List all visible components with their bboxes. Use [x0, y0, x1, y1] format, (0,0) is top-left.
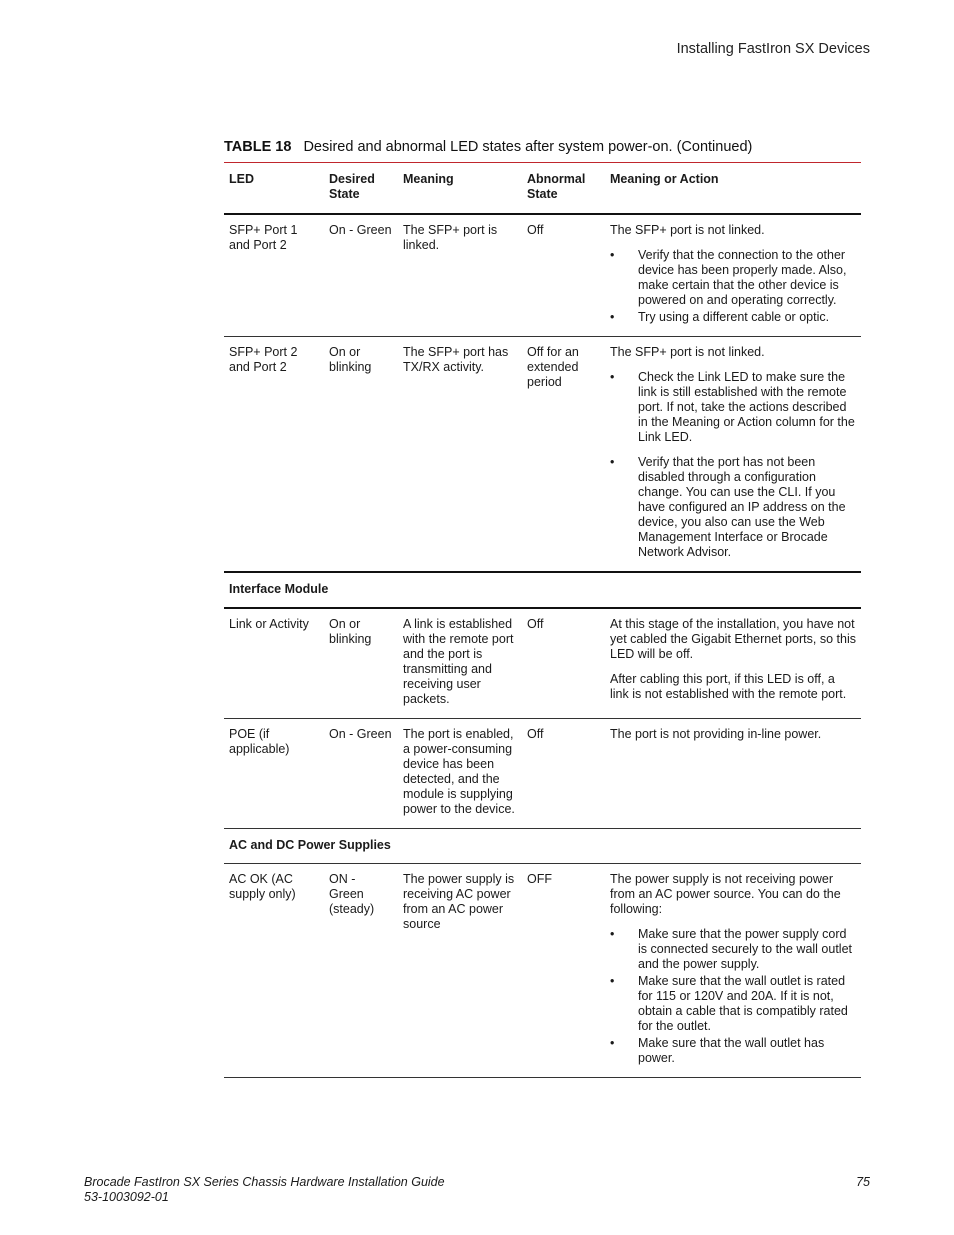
cell-abnormal-state: Off	[522, 719, 605, 829]
cell-meaning-or-action	[605, 337, 861, 573]
bullet-text: Try using a different cable or optic.	[638, 310, 830, 324]
section-row-power-supplies	[224, 829, 861, 864]
bullet-icon: •	[610, 310, 615, 324]
cell-meaning: The SFP+ port has TX/RX activity.	[398, 337, 522, 573]
cell-abnormal-state: Off	[522, 214, 605, 337]
action-lead-text: The power supply is not receiving power from an AC power source. You can do the following:	[610, 872, 841, 916]
bullet-item	[610, 370, 856, 445]
bullet-icon: •	[610, 248, 615, 262]
cell-led: Link or Activity	[224, 608, 324, 719]
column-header-meaning-or-action: Meaning or Action	[605, 163, 861, 214]
action-second-text: After cabling this port, if this LED is off, a link is not established with the remote port.	[610, 672, 847, 701]
bullet-item	[610, 455, 856, 560]
action-lead-text: The SFP+ port is not linked.	[610, 345, 765, 359]
section-heading: Interface Module	[224, 572, 861, 608]
running-header: Installing FastIron SX Devices	[676, 41, 870, 57]
action-lead-text: At this stage of the installation, you have not yet cabled the Gigabit Ethernet ports, so this LED will be off.	[610, 617, 856, 661]
cell-meaning-or-action	[605, 608, 861, 719]
bullet-item	[610, 974, 856, 1034]
bullet-text: Make sure that the wall outlet has power.	[638, 1036, 825, 1065]
cell-meaning: The port is enabled, a power-consuming device has been detected, and the module is supplying power to the device.	[398, 719, 522, 829]
footer-document-info	[84, 1175, 445, 1205]
page-number: 75	[856, 1175, 870, 1189]
action-lead-text: The SFP+ port is not linked.	[610, 223, 765, 237]
table-row	[224, 214, 861, 337]
bullet-icon: •	[610, 370, 615, 384]
bullet-text: Make sure that the power supply cord is connected securely to the wall outlet and the power supply.	[638, 927, 853, 971]
column-header-meaning: Meaning	[398, 163, 522, 214]
table-row	[224, 719, 861, 829]
cell-desired-state: On or blinking	[324, 608, 398, 719]
column-header-led: LED	[224, 163, 324, 214]
cell-led: POE (if applicable)	[224, 719, 324, 829]
table-row	[224, 337, 861, 573]
table-caption	[224, 139, 752, 155]
bullet-text: Check the Link LED to make sure the link is still established with the remote port. If not, take the actions described in the Meaning or Action column for the Link LED.	[638, 370, 855, 444]
cell-meaning-or-action	[605, 214, 861, 337]
cell-abnormal-state: Off	[522, 608, 605, 719]
cell-meaning: The power supply is receiving AC power from an AC power source	[398, 864, 522, 1078]
bullet-icon: •	[610, 927, 615, 941]
cell-desired-state: On - Green	[324, 719, 398, 829]
cell-led: SFP+ Port 1 and Port 2	[224, 214, 324, 337]
bullet-icon: •	[610, 455, 615, 469]
cell-abnormal-state: Off for an extended period	[522, 337, 605, 573]
footer-doc-number: 53-1003092-01	[84, 1190, 169, 1204]
cell-desired-state: ON - Green (steady)	[324, 864, 398, 1078]
cell-desired-state: On or blinking	[324, 337, 398, 573]
section-row-interface-module	[224, 572, 861, 608]
cell-meaning-or-action: The port is not providing in-line power.	[605, 719, 861, 829]
section-heading: AC and DC Power Supplies	[224, 829, 861, 864]
bullet-item	[610, 310, 856, 325]
bullet-text: Verify that the port has not been disabled through a configuration change. You can use the CLI. If you have configured an IP address on the device, you also can use the Web Management Interface or Brocade Network Advisor.	[638, 455, 846, 559]
column-header-abnormal-state: Abnormal State	[522, 163, 605, 214]
bullet-item	[610, 927, 856, 972]
led-states-table	[224, 162, 861, 1078]
footer-doc-title: Brocade FastIron SX Series Chassis Hardware Installation Guide	[84, 1175, 445, 1189]
bullet-text: Make sure that the wall outlet is rated for 115 or 120V and 20A. If it is not, obtain a cable that is compatibly rated for the outlet.	[638, 974, 848, 1033]
table-row	[224, 608, 861, 719]
cell-desired-state: On - Green	[324, 214, 398, 337]
cell-abnormal-state: OFF	[522, 864, 605, 1078]
bullet-icon: •	[610, 1036, 615, 1050]
table-row	[224, 864, 861, 1078]
table-label: TABLE 18	[224, 139, 292, 155]
bullet-text: Verify that the connection to the other device has been properly made. Also, make certain that the other device is powered on and operating correctly.	[638, 248, 847, 307]
bullet-icon: •	[610, 974, 615, 988]
cell-led: SFP+ Port 2 and Port 2	[224, 337, 324, 573]
bullet-item	[610, 248, 856, 308]
cell-meaning: A link is established with the remote port and the port is transmitting and receiving user packets.	[398, 608, 522, 719]
cell-meaning-or-action	[605, 864, 861, 1078]
cell-led: AC OK (AC supply only)	[224, 864, 324, 1078]
column-header-desired-state: Desired State	[324, 163, 398, 214]
cell-meaning: The SFP+ port is linked.	[398, 214, 522, 337]
table-caption-text: Desired and abnormal LED states after system power-on. (Continued)	[303, 139, 753, 155]
bullet-item	[610, 1036, 856, 1066]
table-header-row	[224, 163, 861, 214]
